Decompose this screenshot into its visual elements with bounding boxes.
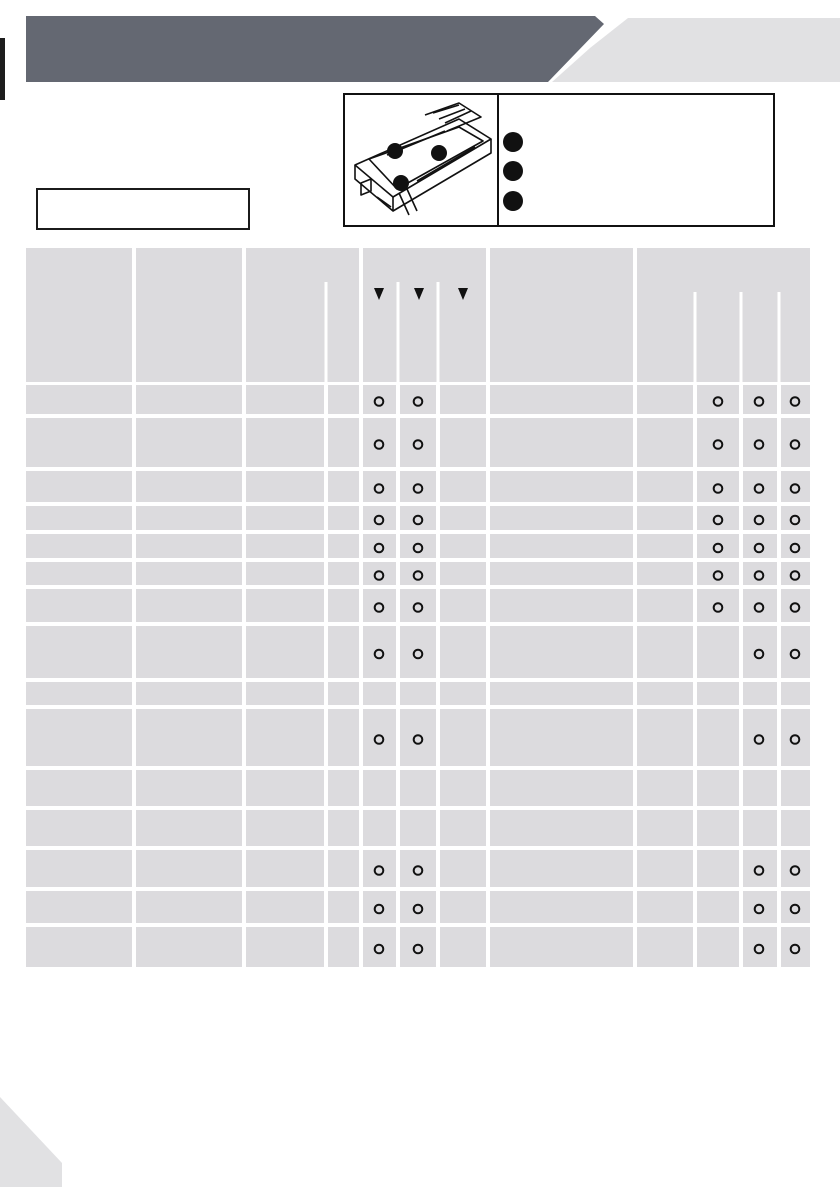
table-cell (400, 385, 436, 414)
table-cell (136, 562, 242, 585)
table-cell (743, 534, 777, 558)
table-cell (697, 709, 739, 766)
table-cell (637, 626, 693, 678)
table-cell (400, 709, 436, 766)
table-cell (637, 927, 693, 967)
table-cell (637, 418, 693, 467)
table-cell (363, 850, 396, 887)
drawer-marker-3 (393, 175, 409, 191)
table-cell (246, 682, 324, 705)
page-header-band (0, 0, 840, 90)
table-cell (328, 534, 359, 558)
table-cell (26, 534, 132, 558)
table-cell (363, 471, 396, 502)
table-cell (637, 506, 693, 530)
table-cell (781, 562, 810, 585)
table-cell (246, 534, 324, 558)
table-cell (743, 891, 777, 923)
table-cell (26, 770, 132, 806)
table-cell (697, 418, 739, 467)
table-cell (400, 534, 436, 558)
table-cell (440, 385, 486, 414)
table-cell (328, 850, 359, 887)
table-cell (637, 682, 693, 705)
header-cell-options (637, 248, 810, 382)
table-cell (400, 682, 436, 705)
table-cell (400, 927, 436, 967)
table-cell (637, 810, 693, 846)
table-cell (637, 589, 693, 622)
table-cell (26, 385, 132, 414)
table-cell (246, 927, 324, 967)
table-cell (246, 709, 324, 766)
table-cell (26, 589, 132, 622)
page-corner-tab (0, 1097, 70, 1192)
table-cell (490, 850, 633, 887)
table-cell (328, 709, 359, 766)
table-cell (781, 418, 810, 467)
table-cell (440, 891, 486, 923)
header-cell-2 (136, 248, 242, 382)
table-cell (440, 682, 486, 705)
table-cell (440, 506, 486, 530)
table-cell (26, 562, 132, 585)
table-cell (136, 626, 242, 678)
table-cell (490, 682, 633, 705)
table-cell (697, 682, 739, 705)
header-cell-detergent (363, 248, 486, 382)
table-cell (328, 562, 359, 585)
table-cell (246, 626, 324, 678)
table-cell (400, 850, 436, 887)
table-cell (637, 471, 693, 502)
figure-divider (497, 95, 499, 225)
table-cell (743, 927, 777, 967)
header-cell-5 (490, 248, 633, 382)
table-cell (490, 534, 633, 558)
table-cell (743, 850, 777, 887)
table-cell (743, 562, 777, 585)
table-cell (246, 770, 324, 806)
table-cell (781, 506, 810, 530)
table-cell (743, 385, 777, 414)
table-cell (697, 927, 739, 967)
drawer-marker-2 (431, 145, 447, 161)
table-cell (781, 770, 810, 806)
legend-marker-2 (503, 161, 523, 181)
table-cell (328, 385, 359, 414)
table-cell (637, 709, 693, 766)
table-cell (743, 709, 777, 766)
table-cell (490, 927, 633, 967)
table-cell (490, 471, 633, 502)
header-cell-3 (246, 248, 359, 382)
table-cell (26, 709, 132, 766)
table-cell (490, 589, 633, 622)
table-cell (697, 891, 739, 923)
table-cell (246, 891, 324, 923)
table-cell (440, 850, 486, 887)
table-cell (400, 562, 436, 585)
table-cell (697, 589, 739, 622)
table-cell (743, 626, 777, 678)
table-cell (637, 385, 693, 414)
table-cell (440, 810, 486, 846)
table-cell (781, 810, 810, 846)
table-cell (328, 471, 359, 502)
table-cell (136, 589, 242, 622)
table-cell (136, 709, 242, 766)
table-cell (743, 770, 777, 806)
table-cell (400, 471, 436, 502)
table-cell (400, 418, 436, 467)
table-cell (400, 626, 436, 678)
table-cell (490, 709, 633, 766)
table-cell (637, 891, 693, 923)
detergent-drawer-figure (343, 93, 775, 227)
table-cell (363, 418, 396, 467)
table-cell (440, 626, 486, 678)
table-cell (743, 471, 777, 502)
table-cell (697, 850, 739, 887)
table-cell (363, 682, 396, 705)
table-cell (246, 810, 324, 846)
table-cell (328, 770, 359, 806)
table-cell (490, 770, 633, 806)
legend-marker-1 (503, 132, 523, 152)
table-cell (363, 810, 396, 846)
table-cell (328, 506, 359, 530)
table-cell (26, 626, 132, 678)
table-cell (400, 589, 436, 622)
table-cell (440, 709, 486, 766)
table-cell (743, 418, 777, 467)
table-cell (637, 534, 693, 558)
program-table (26, 248, 810, 967)
drawer-marker-1 (387, 143, 403, 159)
table-cell (697, 770, 739, 806)
header-tab-dark (26, 16, 604, 82)
table-cell (400, 506, 436, 530)
legend-marker-3 (503, 191, 523, 211)
table-cell (363, 506, 396, 530)
table-cell (781, 385, 810, 414)
table-cell (440, 927, 486, 967)
table-cell (328, 810, 359, 846)
table-cell (136, 534, 242, 558)
header-cell-1 (26, 248, 132, 382)
table-cell (26, 810, 132, 846)
table-cell (26, 418, 132, 467)
table-cell (363, 534, 396, 558)
table-cell (697, 562, 739, 585)
table-cell (490, 891, 633, 923)
table-cell (781, 927, 810, 967)
table-cell (136, 506, 242, 530)
detergent-drawer-illustration (347, 97, 495, 230)
table-cell (697, 385, 739, 414)
table-cell (246, 506, 324, 530)
table-cell (781, 589, 810, 622)
table-cell (246, 589, 324, 622)
table-cell (400, 891, 436, 923)
table-cell (697, 471, 739, 502)
table-cell (136, 385, 242, 414)
table-cell (490, 562, 633, 585)
table-cell (440, 418, 486, 467)
table-cell (440, 562, 486, 585)
table-cell (26, 506, 132, 530)
table-cell (781, 626, 810, 678)
table-cell (136, 682, 242, 705)
table-cell (490, 810, 633, 846)
table-cell (246, 850, 324, 887)
table-cell (743, 810, 777, 846)
table-cell (440, 534, 486, 558)
table-cell (246, 471, 324, 502)
table-cell (637, 562, 693, 585)
table-cell (328, 891, 359, 923)
table-cell (781, 709, 810, 766)
table-cell (363, 891, 396, 923)
table-cell (328, 682, 359, 705)
table-cell (363, 709, 396, 766)
table-cell (136, 850, 242, 887)
table-cell (363, 385, 396, 414)
table-cell (697, 506, 739, 530)
table-cell (490, 626, 633, 678)
table-cell (136, 927, 242, 967)
table-cell (26, 682, 132, 705)
table-cell (328, 589, 359, 622)
table-cell (697, 534, 739, 558)
notice-box (36, 188, 250, 230)
table-cell (637, 770, 693, 806)
table-cell (246, 418, 324, 467)
table-cell (743, 506, 777, 530)
table-cell (697, 810, 739, 846)
table-cell (363, 770, 396, 806)
table-cell (440, 471, 486, 502)
table-cell (363, 927, 396, 967)
table-cell (328, 626, 359, 678)
table-cell (637, 850, 693, 887)
table-cell (781, 891, 810, 923)
table-cell (328, 927, 359, 967)
table-cell (440, 770, 486, 806)
table-cell (440, 589, 486, 622)
table-cell (136, 810, 242, 846)
table-cell (26, 927, 132, 967)
table-cell (363, 562, 396, 585)
table-cell (743, 682, 777, 705)
table-cell (490, 506, 633, 530)
table-cell (490, 385, 633, 414)
table-cell (246, 385, 324, 414)
table-cell (743, 589, 777, 622)
table-cell (490, 418, 633, 467)
table-cell (363, 589, 396, 622)
table-cell (246, 562, 324, 585)
table-cell (781, 682, 810, 705)
table-cell (136, 471, 242, 502)
table-cell (136, 770, 242, 806)
table-cell (781, 850, 810, 887)
table-cell (136, 891, 242, 923)
table-cell (328, 418, 359, 467)
table-cell (363, 626, 396, 678)
table-cell (400, 770, 436, 806)
table-cell (781, 471, 810, 502)
table-cell (136, 418, 242, 467)
table-cell (697, 626, 739, 678)
table-cell (26, 891, 132, 923)
table-cell (781, 534, 810, 558)
table-cell (26, 471, 132, 502)
table-cell (26, 850, 132, 887)
table-cell (400, 810, 436, 846)
page-edge-marker (0, 38, 5, 100)
